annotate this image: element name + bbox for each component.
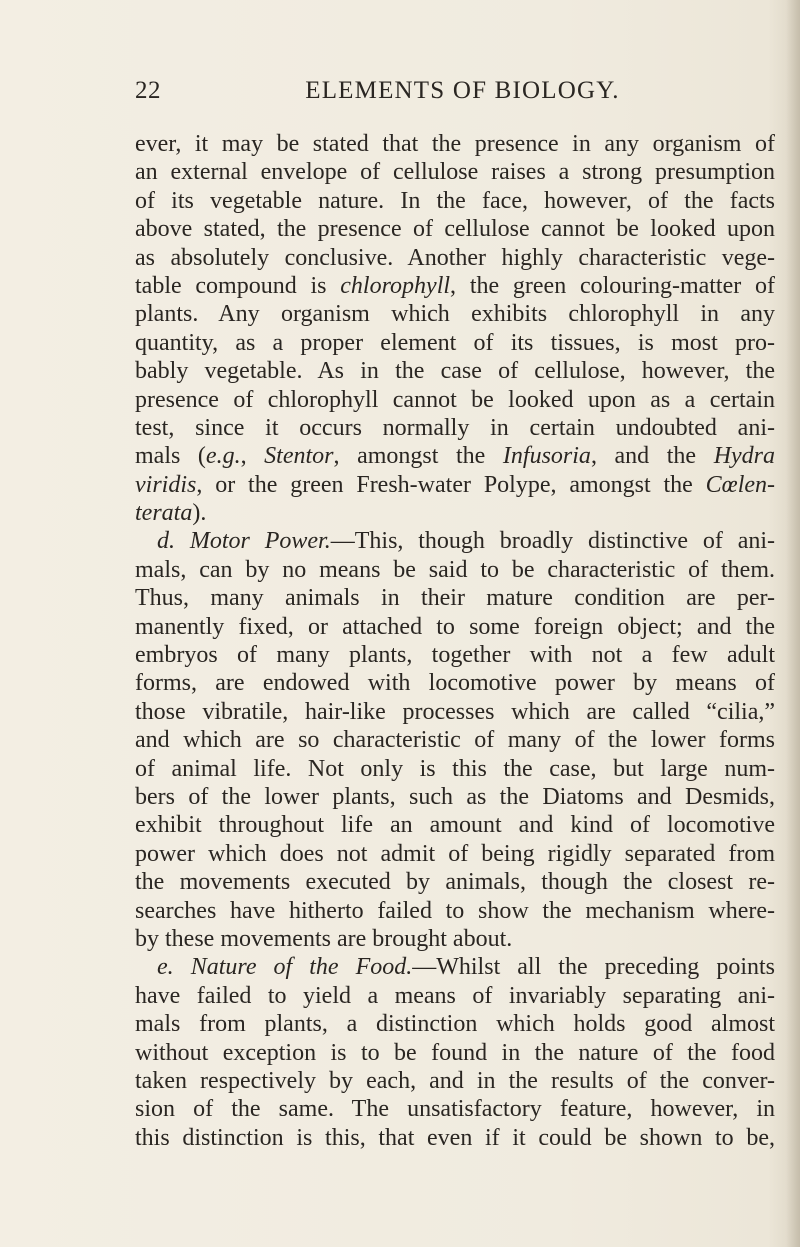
text-segment: and which are so characteristic of many of the lower forms xyxy=(135,727,775,754)
italic-text-segment: viridis xyxy=(135,471,197,498)
text-segment: the movements executed by animals, though the closest re- xyxy=(135,869,775,896)
text-segment: exhibit throughout life an amount and kind of locomotive xyxy=(135,812,775,839)
text-segment: —Whilst all the preceding points xyxy=(412,954,775,981)
text-segment: ). xyxy=(192,500,207,527)
text-line xyxy=(135,158,775,186)
text-line xyxy=(135,897,775,925)
text-line xyxy=(135,641,775,669)
text-segment: an external envelope of cellulose raises a strong presumption xyxy=(135,159,775,186)
text-line xyxy=(135,130,775,158)
text-segment: forms, are endowed with locomotive power by means of xyxy=(135,670,775,697)
text-segment: sion of the same. The unsatisfactory feature, however, in xyxy=(135,1096,775,1123)
italic-text-segment: terata xyxy=(135,500,193,527)
text-segment: presence of chlorophyll cannot be looked upon as a certain xyxy=(135,386,775,413)
text-segment: mals ( xyxy=(135,443,206,470)
text-segment: embryos of many plants, together with not a few adult xyxy=(135,642,775,669)
text-segment: ever, it may be stated that the presence in any organism of xyxy=(135,131,775,157)
text-segment: plants. Any organism which exhibits chlorophyll in any xyxy=(135,301,775,328)
page-number: 22 xyxy=(135,77,161,104)
italic-text-segment: chlorophyll xyxy=(340,272,451,299)
text-line xyxy=(135,783,775,811)
page-edge-shadow xyxy=(786,0,800,1247)
text-segment: test, since it occurs normally in certain undoubted ani- xyxy=(135,414,775,441)
text-line xyxy=(135,187,775,215)
italic-text-segment: d. Motor Power. xyxy=(157,528,331,555)
italic-text-segment: Hydra xyxy=(713,443,776,470)
text-segment: quantity, as a proper element of its tissues, is most pro- xyxy=(135,329,775,356)
text-segment: have failed to yield a means of invariably separating ani- xyxy=(135,982,775,1009)
text-segment: table compound is xyxy=(135,272,341,299)
text-segment: mals from plants, a distinction which holds good almost xyxy=(135,1011,775,1038)
text-line xyxy=(135,414,775,442)
text-segment: of animal life. Not only is this the case, but large num- xyxy=(135,755,775,782)
text-segment: , amongst the xyxy=(333,443,503,470)
text-segment: taken respectively by each, and in the results of the conver- xyxy=(135,1067,775,1094)
text-line xyxy=(135,300,775,328)
text-segment: , and the xyxy=(590,443,714,470)
body-text xyxy=(135,130,775,1152)
text-segment: bably vegetable. As in the case of cellulose, however, the xyxy=(135,358,775,385)
text-line xyxy=(135,669,775,697)
text-line xyxy=(135,357,775,385)
text-segment: bers of the lower plants, such as the Diatoms and Desmids, xyxy=(135,783,775,810)
text-line xyxy=(135,386,775,414)
text-line xyxy=(135,1039,775,1067)
text-line xyxy=(135,982,775,1010)
text-line xyxy=(135,471,775,499)
text-segment: , the green colouring-matter of xyxy=(450,272,776,299)
text-segment: , or the green Fresh-water Polype, amongst the xyxy=(196,471,706,498)
text-line xyxy=(135,726,775,754)
text-line xyxy=(135,868,775,896)
text-line xyxy=(135,272,775,300)
running-head: ELEMENTS OF BIOLOGY. xyxy=(305,77,620,104)
text-line xyxy=(135,527,775,555)
text-line xyxy=(135,1010,775,1038)
text-line xyxy=(135,953,775,981)
text-line xyxy=(135,1124,775,1152)
text-line xyxy=(135,329,775,357)
text-line xyxy=(135,811,775,839)
text-line xyxy=(135,442,775,470)
text-segment: above stated, the presence of cellulose cannot be looked upon xyxy=(135,216,775,243)
text-line xyxy=(135,556,775,584)
text-segment: those vibratile, hair-like processes which are called “cilia,” xyxy=(135,698,775,725)
text-segment: searches have hitherto failed to show the mechanism where- xyxy=(135,897,775,924)
text-segment: this distinction is this, that even if it could be shown to be, xyxy=(135,1124,775,1151)
italic-text-segment: e. Nature of the Food. xyxy=(157,954,413,981)
text-segment: without exception is to be found in the nature of the food xyxy=(135,1039,775,1066)
text-line xyxy=(135,1067,775,1095)
text-line xyxy=(135,698,775,726)
italic-text-segment: Stentor xyxy=(264,443,334,470)
italic-text-segment: e.g. xyxy=(205,443,241,470)
text-line xyxy=(135,840,775,868)
text-segment: as absolutely conclusive. Another highly characteristic vege- xyxy=(135,244,775,271)
text-line xyxy=(135,499,775,527)
text-segment: Thus, many animals in their mature condition are per- xyxy=(135,585,775,612)
text-segment: manently fixed, or attached to some foreign object; and the xyxy=(135,613,775,640)
italic-text-segment: Infusoria xyxy=(502,443,591,470)
text-segment: , xyxy=(240,443,265,470)
text-segment: mals, can by no means be said to be characteristic of them. xyxy=(135,556,775,583)
text-segment: power which does not admit of being rigidly separated from xyxy=(135,840,775,867)
text-line xyxy=(135,925,775,953)
text-line xyxy=(135,244,775,272)
text-segment: —This, though broadly distinctive of ani- xyxy=(330,528,776,555)
text-line xyxy=(135,1095,775,1123)
page-header xyxy=(135,77,775,107)
text-segment: by these movements are brought about. xyxy=(135,925,513,952)
text-line xyxy=(135,215,775,243)
text-line xyxy=(135,584,775,612)
text-line xyxy=(135,755,775,783)
italic-text-segment: Cœlen- xyxy=(705,471,775,498)
text-line xyxy=(135,613,775,641)
text-segment: of its vegetable nature. In the face, however, of the facts xyxy=(135,187,775,214)
